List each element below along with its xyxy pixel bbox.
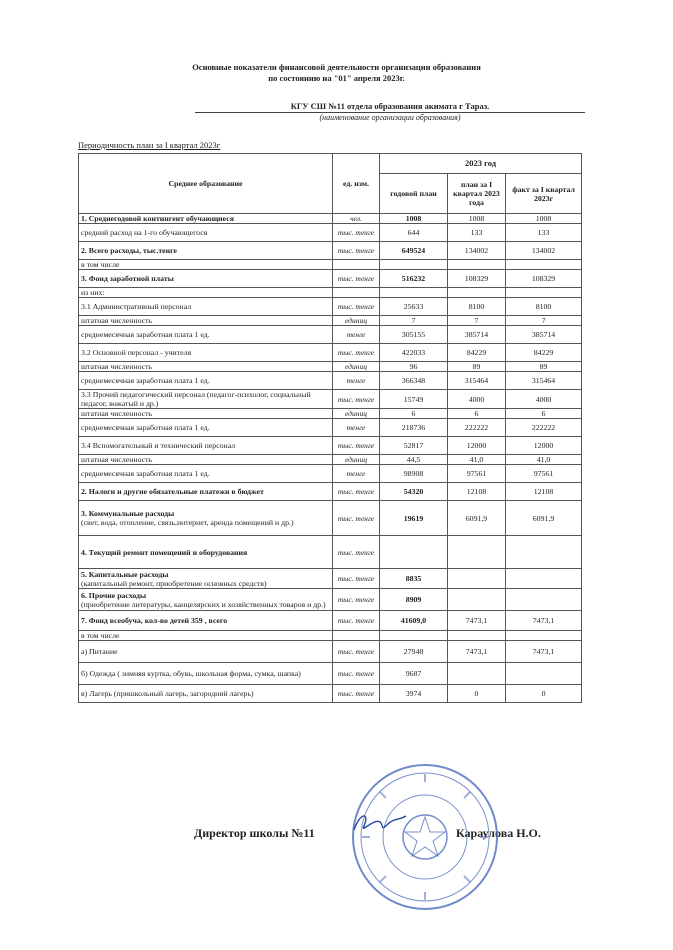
row-name-subtext: (свет, вода, отопление, связь,интернет, аренда помещений и др.) xyxy=(81,518,294,527)
row-fact-q1: 222222 xyxy=(506,419,582,437)
row-name-text: средний расход на 1-го обучающегося xyxy=(81,228,208,237)
document-title: Основные показатели финансовой деятельности организации образования xyxy=(192,62,481,72)
row-name xyxy=(79,685,333,703)
row-name xyxy=(79,419,333,437)
row-name-subtext: (приобретение литературы, канцелярских и хозяйственных товаров и др.) xyxy=(81,599,326,609)
table-row xyxy=(79,298,582,316)
header-unit: ед. изм. xyxy=(333,154,380,214)
row-name-text: 3.2 Основной персонал - учителя xyxy=(81,348,192,357)
row-name-text: 1. Среднегодовой контингент обучающиеся xyxy=(81,214,234,223)
row-fact-q1: 7473,1 xyxy=(506,641,582,663)
row-fact-q1: 12000 xyxy=(506,437,582,455)
table-row xyxy=(79,631,582,641)
row-annual-plan: 8909 xyxy=(380,589,448,611)
row-unit xyxy=(333,288,380,298)
table-row xyxy=(79,589,582,611)
row-unit: тыс. тенге xyxy=(333,611,380,631)
row-name xyxy=(79,501,333,536)
director-title: Директор школы №11 xyxy=(194,826,315,840)
row-annual-plan: 7 xyxy=(380,316,448,326)
row-plan-q1 xyxy=(448,536,506,569)
signature-icon xyxy=(350,808,410,838)
table-row xyxy=(79,344,582,362)
row-name xyxy=(79,270,333,288)
row-name-text: 6. Прочие расходы xyxy=(81,590,147,600)
row-annual-plan: 19619 xyxy=(380,501,448,536)
row-fact-q1: 134002 xyxy=(506,242,582,260)
table-row xyxy=(79,316,582,326)
row-annual-plan: 96 xyxy=(380,362,448,372)
row-fact-q1: 12108 xyxy=(506,483,582,501)
table-row xyxy=(79,224,582,242)
row-fact-q1 xyxy=(506,663,582,685)
row-name-text: среднемесячная заработная плата 1 ед. xyxy=(81,423,210,432)
row-name xyxy=(79,288,333,298)
row-fact-q1: 108329 xyxy=(506,270,582,288)
row-unit: единиц xyxy=(333,362,380,372)
row-plan-q1 xyxy=(448,663,506,685)
row-unit: тыс. тенге xyxy=(333,483,380,501)
row-unit: тыс. тенге xyxy=(333,270,380,288)
row-name xyxy=(79,465,333,483)
row-annual-plan: 41609,0 xyxy=(380,611,448,631)
row-name xyxy=(79,326,333,344)
row-annual-plan xyxy=(380,536,448,569)
row-name xyxy=(79,362,333,372)
table-row xyxy=(79,362,582,372)
row-fact-q1: 84229 xyxy=(506,344,582,362)
row-plan-q1: 108329 xyxy=(448,270,506,288)
row-annual-plan: 422033 xyxy=(380,344,448,362)
row-plan-q1: 0 xyxy=(448,685,506,703)
row-unit: тенге xyxy=(333,419,380,437)
row-name xyxy=(79,242,333,260)
row-unit: тыс. тенге xyxy=(333,589,380,611)
row-unit: тыс. тенге xyxy=(333,663,380,685)
row-name-text: 5. Капитальные расходы xyxy=(81,569,169,579)
row-annual-plan: 366348 xyxy=(380,372,448,390)
row-name-text: среднемесячная заработная плата 1 ед. xyxy=(81,376,210,385)
row-fact-q1: 315464 xyxy=(506,372,582,390)
document-date: по состоянию на "01" апреля 2023г. xyxy=(268,73,405,83)
row-annual-plan: 52817 xyxy=(380,437,448,455)
row-unit: тенге xyxy=(333,372,380,390)
row-fact-q1 xyxy=(506,260,582,270)
row-fact-q1 xyxy=(506,288,582,298)
row-plan-q1: 12108 xyxy=(448,483,506,501)
row-name-text: 3.4 Вспомогательный и технический персонал xyxy=(81,441,236,450)
row-unit: тыс. тенге xyxy=(333,242,380,260)
row-name-text: среднемесячная заработная плата 1 ед. xyxy=(81,330,210,339)
header-plan-q1: план за I квартал 2023 года xyxy=(448,174,506,214)
table-row xyxy=(79,390,582,409)
header-fact-q1: факт за I квартал 2023г xyxy=(506,174,582,214)
table-row xyxy=(79,663,582,685)
table-row xyxy=(79,409,582,419)
table-row xyxy=(79,483,582,501)
row-plan-q1: 134002 xyxy=(448,242,506,260)
row-name xyxy=(79,569,333,589)
row-name-text: 3. Фонд заработной платы xyxy=(81,274,174,283)
row-name xyxy=(79,437,333,455)
row-name-text: штатная численность xyxy=(81,362,153,371)
row-plan-q1: 41,0 xyxy=(448,455,506,465)
row-fact-q1: 7 xyxy=(506,316,582,326)
row-plan-q1 xyxy=(448,260,506,270)
row-plan-q1: 84229 xyxy=(448,344,506,362)
row-unit xyxy=(333,260,380,270)
row-name-text: в том числе xyxy=(81,631,120,640)
row-name xyxy=(79,390,333,409)
row-fact-q1: 89 xyxy=(506,362,582,372)
row-name xyxy=(79,589,333,611)
table-row xyxy=(79,685,582,703)
row-name xyxy=(79,409,333,419)
row-name xyxy=(79,214,333,224)
row-name-text: б) Одежда ( зимняя куртка, обувь, школьная форма, сумка, шапка) xyxy=(81,669,301,678)
table-row xyxy=(79,455,582,465)
row-annual-plan: 15749 xyxy=(380,390,448,409)
row-name xyxy=(79,631,333,641)
row-fact-q1: 8100 xyxy=(506,298,582,316)
table-row xyxy=(79,260,582,270)
row-plan-q1: 7 xyxy=(448,316,506,326)
table-row xyxy=(79,270,582,288)
table-row xyxy=(79,465,582,483)
row-fact-q1: 4000 xyxy=(506,390,582,409)
row-plan-q1 xyxy=(448,569,506,589)
row-fact-q1 xyxy=(506,569,582,589)
row-unit: тыс. тенге xyxy=(333,569,380,589)
row-plan-q1: 6 xyxy=(448,409,506,419)
row-name xyxy=(79,611,333,631)
row-plan-q1: 222222 xyxy=(448,419,506,437)
row-annual-plan: 305155 xyxy=(380,326,448,344)
row-fact-q1: 6091,9 xyxy=(506,501,582,536)
row-name xyxy=(79,260,333,270)
table-row xyxy=(79,372,582,390)
row-unit: тенге xyxy=(333,465,380,483)
row-unit: тыс. тенге xyxy=(333,685,380,703)
table-row xyxy=(79,501,582,536)
row-fact-q1: 97561 xyxy=(506,465,582,483)
row-annual-plan: 44,5 xyxy=(380,455,448,465)
row-annual-plan: 1008 xyxy=(380,214,448,224)
row-name-text: 3.1 Административный персонал xyxy=(81,302,192,311)
row-unit: чел. xyxy=(333,214,380,224)
row-name xyxy=(79,224,333,242)
row-name xyxy=(79,316,333,326)
table-row xyxy=(79,536,582,569)
row-annual-plan: 25633 xyxy=(380,298,448,316)
row-fact-q1: 133 xyxy=(506,224,582,242)
row-name xyxy=(79,455,333,465)
row-fact-q1 xyxy=(506,631,582,641)
row-unit: тыс. тенге xyxy=(333,437,380,455)
row-unit: тыс. тенге xyxy=(333,224,380,242)
row-annual-plan xyxy=(380,288,448,298)
header-name: Среднее образование xyxy=(79,154,333,214)
row-unit: единиц xyxy=(333,316,380,326)
row-name xyxy=(79,298,333,316)
row-name-text: в том числе xyxy=(81,260,120,269)
row-name xyxy=(79,344,333,362)
row-name xyxy=(79,372,333,390)
row-unit: тыс. тенге xyxy=(333,641,380,663)
row-name-text: 2. Налоги и другие обязательные платежи в бюджет xyxy=(81,487,264,496)
row-unit: тенге xyxy=(333,326,380,344)
financial-indicators-table xyxy=(78,153,582,703)
row-fact-q1: 41,0 xyxy=(506,455,582,465)
row-fact-q1: 7473,1 xyxy=(506,611,582,631)
row-name xyxy=(79,663,333,685)
row-unit: тыс. тенге xyxy=(333,344,380,362)
table-row xyxy=(79,569,582,589)
row-plan-q1: 97561 xyxy=(448,465,506,483)
row-plan-q1: 7473,1 xyxy=(448,641,506,663)
row-fact-q1: 1008 xyxy=(506,214,582,224)
table-row xyxy=(79,288,582,298)
row-name xyxy=(79,483,333,501)
row-plan-q1 xyxy=(448,288,506,298)
row-name-text: 2. Всего расходы, тыс.тенге xyxy=(81,246,178,255)
row-unit: единиц xyxy=(333,455,380,465)
row-unit: тыс. тенге xyxy=(333,501,380,536)
row-annual-plan: 98908 xyxy=(380,465,448,483)
table-row xyxy=(79,437,582,455)
row-annual-plan: 6 xyxy=(380,409,448,419)
row-annual-plan: 8835 xyxy=(380,569,448,589)
row-name-text: штатная численность xyxy=(81,316,153,325)
row-name-text: штатная численность xyxy=(81,409,153,418)
director-name: Караулова Н.О. xyxy=(456,826,541,840)
table-row xyxy=(79,242,582,260)
row-annual-plan: 649524 xyxy=(380,242,448,260)
row-fact-q1: 0 xyxy=(506,685,582,703)
row-unit: тыс. тенге xyxy=(333,298,380,316)
table-row xyxy=(79,326,582,344)
periodicity-line: Периодичность план за I квартал 2023г xyxy=(78,140,221,150)
row-name-text: в) Лагерь (пришкольный лагерь, загородний лагерь) xyxy=(81,689,254,698)
row-unit: тыс. тенге xyxy=(333,390,380,409)
table-row xyxy=(79,419,582,437)
row-fact-q1: 385714 xyxy=(506,326,582,344)
row-plan-q1: 385714 xyxy=(448,326,506,344)
row-plan-q1: 7473,1 xyxy=(448,611,506,631)
row-fact-q1 xyxy=(506,589,582,611)
row-name-text: из них: xyxy=(81,288,105,297)
row-name-subtext: (капитальный ремонт, приобретение основных средств) xyxy=(81,578,267,588)
row-name-text: штатная численность xyxy=(81,455,153,464)
row-name-text: среднемесячная заработная плата 1 ед. xyxy=(81,469,210,478)
row-annual-plan: 9687 xyxy=(380,663,448,685)
row-unit: тыс. тенге xyxy=(333,536,380,569)
row-plan-q1 xyxy=(448,631,506,641)
row-name-text: 4. Текущий ремонт помещений и оборудования xyxy=(81,547,248,557)
row-name-text: 3. Коммунальные расходы xyxy=(81,509,175,518)
row-name-text: 3.3 Прочий педагогический персонал (педагог-психолог, социальный педагог, вожатый и др.) xyxy=(81,390,311,408)
row-unit: единиц xyxy=(333,409,380,419)
row-annual-plan: 54320 xyxy=(380,483,448,501)
row-plan-q1: 1008 xyxy=(448,214,506,224)
row-plan-q1: 4000 xyxy=(448,390,506,409)
row-name-text: а) Питание xyxy=(81,647,118,656)
row-annual-plan: 27948 xyxy=(380,641,448,663)
row-plan-q1 xyxy=(448,589,506,611)
header-year: 2023 год xyxy=(380,154,582,174)
row-plan-q1: 8100 xyxy=(448,298,506,316)
row-plan-q1: 89 xyxy=(448,362,506,372)
header-annual-plan: годовой план xyxy=(380,174,448,214)
row-annual-plan xyxy=(380,631,448,641)
row-fact-q1 xyxy=(506,536,582,569)
row-name-text: 7. Фонд всеобуча, кол-во детей 359 , всего xyxy=(81,616,228,625)
row-plan-q1: 133 xyxy=(448,224,506,242)
row-annual-plan: 218736 xyxy=(380,419,448,437)
row-annual-plan: 516232 xyxy=(380,270,448,288)
organization-name: КГУ СШ №11 отдела образования акимата г Тараз. xyxy=(195,101,585,113)
row-plan-q1: 6091,9 xyxy=(448,501,506,536)
row-name xyxy=(79,536,333,569)
row-unit xyxy=(333,631,380,641)
row-name xyxy=(79,641,333,663)
row-plan-q1: 12000 xyxy=(448,437,506,455)
table-row xyxy=(79,641,582,663)
row-annual-plan: 3974 xyxy=(380,685,448,703)
table-row xyxy=(79,611,582,631)
row-annual-plan: 644 xyxy=(380,224,448,242)
row-annual-plan xyxy=(380,260,448,270)
table-row xyxy=(79,214,582,224)
row-plan-q1: 315464 xyxy=(448,372,506,390)
organization-caption: (наименование организации образования) xyxy=(319,113,461,122)
row-fact-q1: 6 xyxy=(506,409,582,419)
